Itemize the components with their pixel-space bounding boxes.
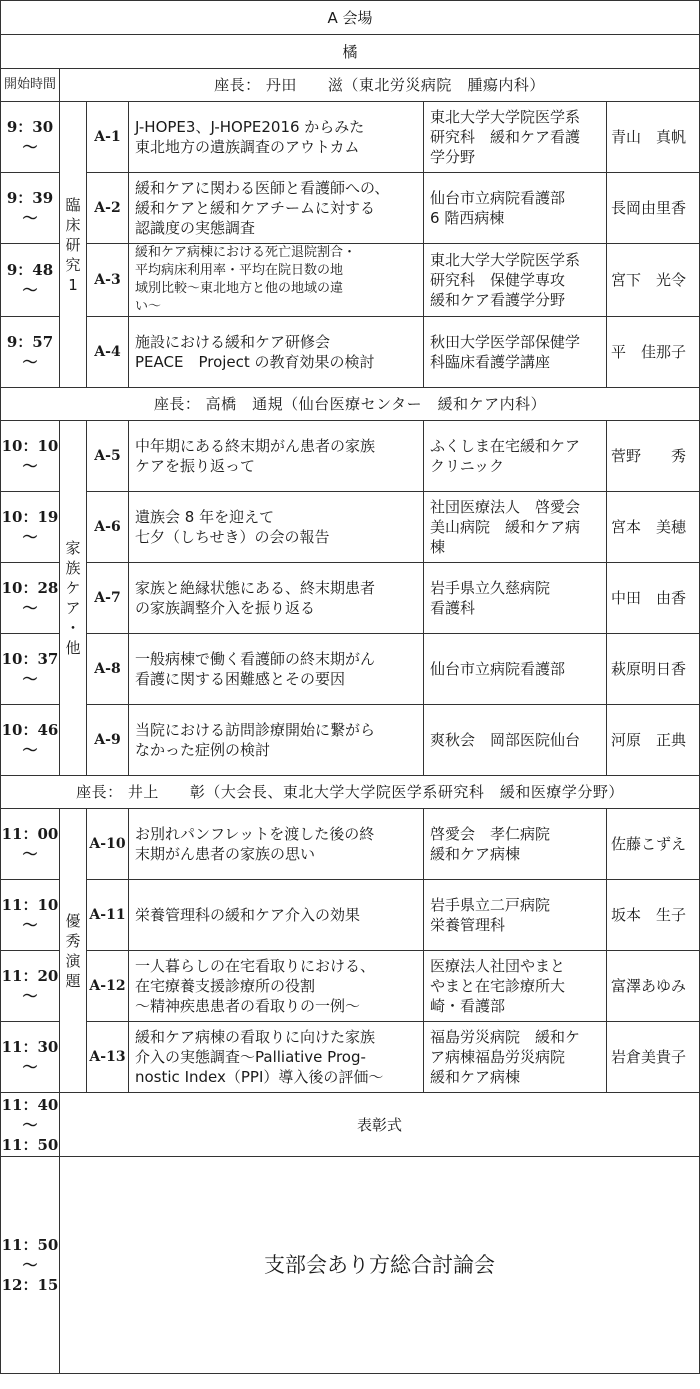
start-time: 9：48 ～ xyxy=(1,244,60,317)
presenter-affiliation: ふくしま在宅緩和ケア クリニック xyxy=(424,421,607,492)
presentation-title: 家族と絶縁状態にある、終末期患者 の家族調整介入を振り返る xyxy=(129,563,424,634)
presenter-affiliation: 医療法人社団やまと やまと在宅診療所大 崎・看護部 xyxy=(424,951,607,1022)
presentation-title: お別れパンフレットを渡した後の終 末期がん患者の家族の思い xyxy=(129,809,424,880)
session-chair: 座長： 井上 彰（大会長、東北大学大学院医学系研究科 緩和医療学分野） xyxy=(1,776,700,809)
presenter-affiliation: 秋田大学医学部保健学 科臨床看護学講座 xyxy=(424,317,607,388)
presentation-code: A-6 xyxy=(87,492,129,563)
presentation-code: A-8 xyxy=(87,634,129,705)
start-time: 10：19 ～ xyxy=(1,492,60,563)
presentation-code: A-1 xyxy=(87,102,129,173)
presenter-name: 長岡由里香 xyxy=(607,173,700,244)
presenter-affiliation: 東北大学大学院医学系 研究科 保健学専攻 緩和ケア看護学分野 xyxy=(424,244,607,317)
table-row xyxy=(1,705,700,776)
room-name: 橘 xyxy=(1,35,700,69)
presenter-affiliation: 爽秋会 岡部医院仙台 xyxy=(424,705,607,776)
table-row xyxy=(1,634,700,705)
presentation-title: J-HOPE3、J-HOPE2016 からみた 東北地方の遺族調査のアウトカム xyxy=(129,102,424,173)
presenter-name: 青山 真帆 xyxy=(607,102,700,173)
presenter-name: 中田 由香 xyxy=(607,563,700,634)
table-row xyxy=(1,563,700,634)
presenter-name: 岩倉美貴子 xyxy=(607,1022,700,1093)
presentation-code: A-13 xyxy=(87,1022,129,1093)
presenter-affiliation: 仙台市立病院看護部 xyxy=(424,634,607,705)
presenter-name: 河原 正典 xyxy=(607,705,700,776)
presenter-name: 萩原明日香 xyxy=(607,634,700,705)
presenter-affiliation: 岩手県立久慈病院 看護科 xyxy=(424,563,607,634)
session-label: 優 秀 演 題 xyxy=(60,809,87,1093)
presenter-affiliation: 福島労災病院 緩和ケ ア病棟福島労災病院 緩和ケア病棟 xyxy=(424,1022,607,1093)
presentation-title: 一人暮らしの在宅看取りにおける、 在宅療養支援診療所の役割 ～精神疾患患者の看取りの一例～ xyxy=(129,951,424,1022)
presentation-code: A-3 xyxy=(87,244,129,317)
presentation-code: A-12 xyxy=(87,951,129,1022)
start-time: 11：00 ～ xyxy=(1,809,60,880)
start-time: 10：37 ～ xyxy=(1,634,60,705)
presentation-code: A-10 xyxy=(87,809,129,880)
venue-title: A 会場 xyxy=(1,1,700,35)
ceremony-time: 11：40 ～ 11：50 xyxy=(1,1093,60,1157)
table-row xyxy=(1,244,700,317)
presenter-affiliation: 仙台市立病院看護部 6 階西病棟 xyxy=(424,173,607,244)
session-chair: 座長： 丹田 滋（東北労災病院 腫瘍内科） xyxy=(60,69,700,102)
presenter-name: 平 佳那子 xyxy=(607,317,700,388)
start-time: 9：57 ～ xyxy=(1,317,60,388)
presentation-code: A-4 xyxy=(87,317,129,388)
presentation-title: 緩和ケアに関わる医師と看護師への、 緩和ケアと緩和ケアチームに対する 認識度の実態調査 xyxy=(129,173,424,244)
session-chair: 座長： 高橋 通規（仙台医療センター 緩和ケア内科） xyxy=(1,388,700,421)
presentation-title: 遺族会 8 年を迎えて 七夕（しちせき）の会の報告 xyxy=(129,492,424,563)
table-row xyxy=(1,951,700,1022)
presentation-title: 緩和ケア病棟の看取りに向けた家族 介入の実態調査～Palliative Prog- nostic Index（PPI）導入後の評価～ xyxy=(129,1022,424,1093)
presentation-code: A-2 xyxy=(87,173,129,244)
presenter-name: 富澤あゆみ xyxy=(607,951,700,1022)
table-row xyxy=(1,809,700,880)
presenter-name: 宮本 美穂 xyxy=(607,492,700,563)
table-row xyxy=(1,492,700,563)
presentation-title: 施設における緩和ケア研修会 PEACE Project の教育効果の検討 xyxy=(129,317,424,388)
table-row xyxy=(1,1022,700,1093)
presentation-title: 栄養管理科の緩和ケア介入の効果 xyxy=(129,880,424,951)
presenter-affiliation: 社団医療法人 啓愛会 美山病院 緩和ケア病 棟 xyxy=(424,492,607,563)
presentation-code: A-9 xyxy=(87,705,129,776)
presentation-title: 当院における訪問診療開始に繋がら なかった症例の検討 xyxy=(129,705,424,776)
presenter-affiliation: 啓愛会 孝仁病院 緩和ケア病棟 xyxy=(424,809,607,880)
session-label: 臨 床 研 究 1 xyxy=(60,102,87,388)
start-time: 10：46 ～ xyxy=(1,705,60,776)
table-row xyxy=(1,880,700,951)
table-row xyxy=(1,317,700,388)
table-row xyxy=(1,102,700,173)
start-time: 9：30 ～ xyxy=(1,102,60,173)
start-time: 11：30 ～ xyxy=(1,1022,60,1093)
start-time: 9：39 ～ xyxy=(1,173,60,244)
ceremony-label: 表彰式 xyxy=(60,1093,700,1157)
table-row xyxy=(1,173,700,244)
session-label: 家 族 ケ ア ・ 他 xyxy=(60,421,87,776)
presentation-title: 緩和ケア病棟における死亡退院割合・ 平均病床利用率・平均在院日数の地 域別比較～東北地方と他の地域の違 い～ xyxy=(129,244,424,317)
start-time-header: 開始時間 xyxy=(1,69,60,102)
presentation-code: A-7 xyxy=(87,563,129,634)
presenter-name: 菅野 秀 xyxy=(607,421,700,492)
presenter-name: 宮下 光令 xyxy=(607,244,700,317)
start-time: 11：10 ～ xyxy=(1,880,60,951)
forum-time: 11：50 ～ 12：15 xyxy=(1,1157,60,1374)
presenter-name: 坂本 生子 xyxy=(607,880,700,951)
presentation-code: A-11 xyxy=(87,880,129,951)
presentation-title: 一般病棟で働く看護師の終末期がん 看護に関する困難感とその要因 xyxy=(129,634,424,705)
forum-label: 支部会あり方総合討論会 xyxy=(60,1157,700,1374)
presentation-code: A-5 xyxy=(87,421,129,492)
presenter-name: 佐藤こずえ xyxy=(607,809,700,880)
presentation-title: 中年期にある終末期がん患者の家族 ケアを振り返って xyxy=(129,421,424,492)
start-time: 11：20 ～ xyxy=(1,951,60,1022)
presenter-affiliation: 岩手県立二戸病院 栄養管理科 xyxy=(424,880,607,951)
start-time: 10：10 ～ xyxy=(1,421,60,492)
presenter-affiliation: 東北大学大学院医学系 研究科 緩和ケア看護 学分野 xyxy=(424,102,607,173)
start-time: 10：28 ～ xyxy=(1,563,60,634)
table-row xyxy=(1,421,700,492)
